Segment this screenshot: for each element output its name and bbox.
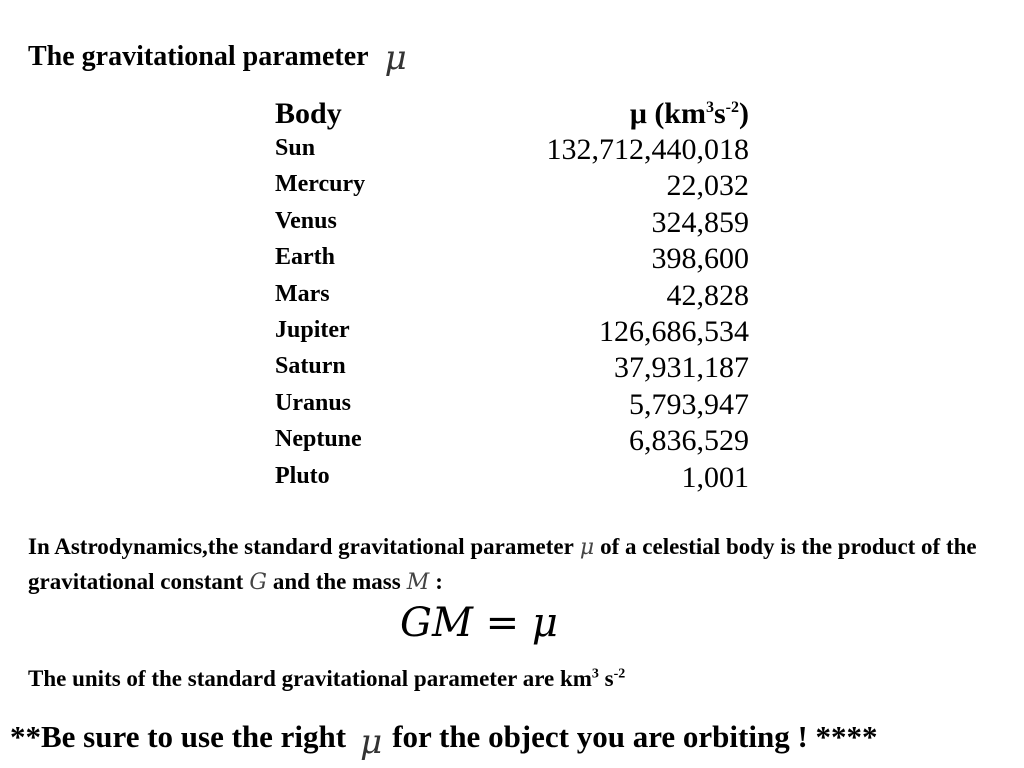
header-mu: μ $(km^3s^{-2})$ — [629, 97, 749, 130]
table-row — [275, 423, 749, 459]
mu-value: 398,600 — [651, 242, 749, 276]
table-row — [275, 387, 749, 423]
body-name: Uranus — [275, 389, 352, 416]
table-row — [275, 168, 749, 204]
body-name: Mars — [275, 280, 330, 307]
mu-value: 6,836,529 — [629, 424, 749, 458]
page-title — [28, 34, 407, 78]
body-name: Neptune — [275, 426, 362, 453]
table-row — [275, 278, 749, 314]
header-body: Body — [275, 97, 342, 130]
units-line: The units of the standard gravitational parameter are $km^3$ $s^{-2}$ — [28, 666, 626, 691]
mu-symbol-image: μ — [360, 722, 383, 762]
mu-value: 37,931,187 — [614, 351, 749, 385]
body-name: Jupiter — [275, 316, 350, 343]
table-row — [275, 460, 749, 496]
table-row — [275, 350, 749, 386]
body-name: Venus — [275, 207, 337, 234]
mu-value: 126,686,534 — [599, 314, 749, 348]
mu-value: 324,859 — [651, 205, 749, 239]
mu-value: 132,712,440,018 — [546, 133, 749, 166]
body-name: Sun — [275, 135, 316, 161]
mu-value: 22,032 — [666, 169, 749, 203]
mu-symbol-image: μ — [579, 535, 595, 560]
body-name: Mercury — [275, 171, 366, 198]
formula-gm-equals-mu: GM = μ — [400, 600, 558, 646]
m-symbol-image: M — [406, 570, 430, 595]
body-name: Saturn — [275, 353, 346, 380]
table-row — [275, 314, 749, 350]
warning-line: **Be sure to use the right μ for the object you are orbiting ! **** — [10, 719, 878, 762]
g-symbol-image: G — [249, 570, 267, 595]
table-row — [275, 241, 749, 277]
body-name: Earth — [275, 244, 335, 271]
table-header — [275, 96, 749, 132]
mu-value: 42,828 — [666, 278, 749, 312]
definition-paragraph: In Astrodynamics,the standard gravitational parameter μ of a celestial body is the product of the gravitational constant G and the mass M : — [28, 530, 1008, 600]
mu-value: 1,001 — [681, 460, 749, 494]
mu-symbol-image: μ — [384, 38, 407, 78]
page-title-text: The gravitational parameter — [28, 41, 369, 72]
mu-value: 5,793,947 — [629, 387, 749, 421]
table-row — [275, 205, 749, 241]
table-row — [275, 132, 749, 168]
gravitational-parameter-table — [275, 96, 749, 496]
body-name: Pluto — [275, 462, 330, 489]
